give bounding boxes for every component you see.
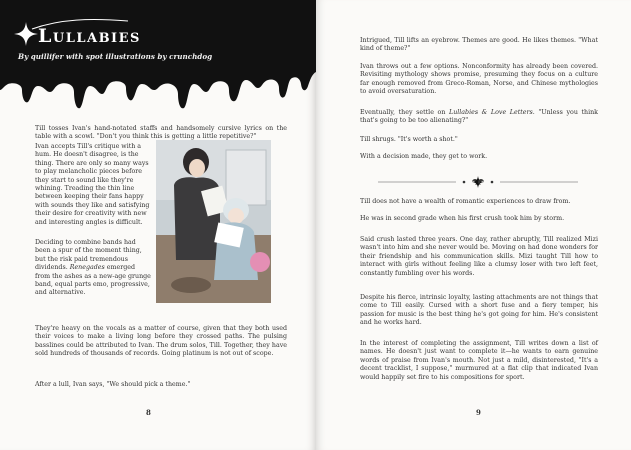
paragraph: Intrigued, Till lifts an eyebrow. Themes are good. He likes themes. "What kind of theme?": [360, 37, 598, 53]
text-line: their desire for creativity with new: [35, 210, 147, 218]
paragraph: In the interest of completing the assignment, Till writes down a list of names. He doesn't just want to complete it—he wants to earn genuine words of praise from Ivan's mouth. Not just a mild, disinterested, "It's a decent tracklist, I suppose," murmured at a flat clip that indicated Ivan would happily set fire to his compositions for sport.: [360, 340, 598, 381]
paragraph: Till does not have a wealth of romantic experiences to draw from.: [360, 198, 571, 205]
paragraph: Till shrugs. "It's worth a shot.": [360, 136, 458, 143]
text-span: emerged: [106, 264, 135, 272]
paragraph: With a decision made, they get to work.: [360, 153, 488, 160]
book-title: Lullabies: [38, 25, 141, 47]
text-line: and alternative.: [35, 289, 86, 297]
page-number: 9: [476, 408, 481, 417]
paragraph: They're heavy on the vocals as a matter of course, given that they both used their voices to make a living long before they crossed paths. The pulsing basslines could be attributed to Ivan. The drum solos, Till. Together, they have sold hundreds of thousands of records. Going platinum is not out of scope.: [35, 325, 287, 358]
paragraph: Said crush lasted three years. One day, rather abruptly, Till realized Mizi wasn't into him and she never would be. Moving on had done wonders for their friendship and his communication skills. Mizi taught Till how to interact with girls without feeling like a clumsy loser with two left feet, constantly fumbling over his words.: [360, 236, 598, 277]
paragraph: He was in second grade when his first crush took him by storm.: [360, 215, 565, 222]
wrapped-paragraph: [35, 239, 151, 298]
text-span: dividends.: [35, 264, 68, 272]
page-number: 8: [146, 408, 151, 417]
paragraph: Ivan throws out a few options. Nonconformity has already been covered. Revisiting mythology shows promise, presuming they focus on a culture far enough removed from Greco-Roman, Norse, and Chinese mythologies to avoid oversaturation.: [360, 63, 598, 96]
paragraph: [360, 109, 598, 126]
album-title: Lullabies & Love Letters.: [449, 109, 535, 116]
wrapped-paragraph: [35, 143, 151, 227]
spot-illustration: [156, 140, 271, 303]
byline: By quillifer with spot illustrations by crunchdog: [18, 52, 213, 61]
title-swoosh: [30, 17, 130, 31]
text-span: Eventually, they settle on: [360, 109, 446, 116]
text-line: but the risk paid tremendous: [35, 255, 128, 263]
text-line: Ivan accepts Till's critique with a: [35, 143, 142, 150]
text-line: from the ashes as a new-age grunge: [35, 272, 151, 280]
text-line: they start to sound like they're: [35, 176, 134, 184]
text-line: and interesting angles is difficult.: [35, 218, 143, 226]
text-line: band, equal parts emo, progressive,: [35, 281, 150, 289]
paragraph: After a lull, Ivan says, "We should pick a theme.": [35, 381, 191, 388]
text-line: thing. There are only so many ways: [35, 159, 149, 167]
paragraph: Despite his fierce, intrinsic loyalty, lasting attachments are not things that come to Till easily. Cursed with a short fuse and a fiery temper, his passion for music is the best thing he's got going for him. He's consistent and he works hard.: [360, 294, 598, 327]
section-divider: [378, 176, 578, 188]
text-span: "Unless you think that's going to be too alienating?": [360, 109, 598, 125]
text-line: between keeping their fans happy: [35, 193, 144, 201]
text-line: to play melancholic pieces before: [35, 168, 143, 176]
text-line: whining. Treading the thin line: [35, 185, 135, 193]
text-line: [35, 264, 151, 272]
text-line: with sounds they like and satisfying: [35, 201, 150, 209]
text-line: Deciding to combine bands had: [35, 239, 136, 246]
paragraph: Till tosses Ivan's hand-notated staffs and handsomely cursive lyrics on the table with a scowl. "Don't you think this is getting a little repetitive?": [35, 125, 287, 141]
band-name: Renegades: [69, 264, 105, 272]
text-line: been a spur of the moment thing,: [35, 247, 142, 255]
text-line: hum. He doesn't disagree, is the: [35, 151, 139, 159]
